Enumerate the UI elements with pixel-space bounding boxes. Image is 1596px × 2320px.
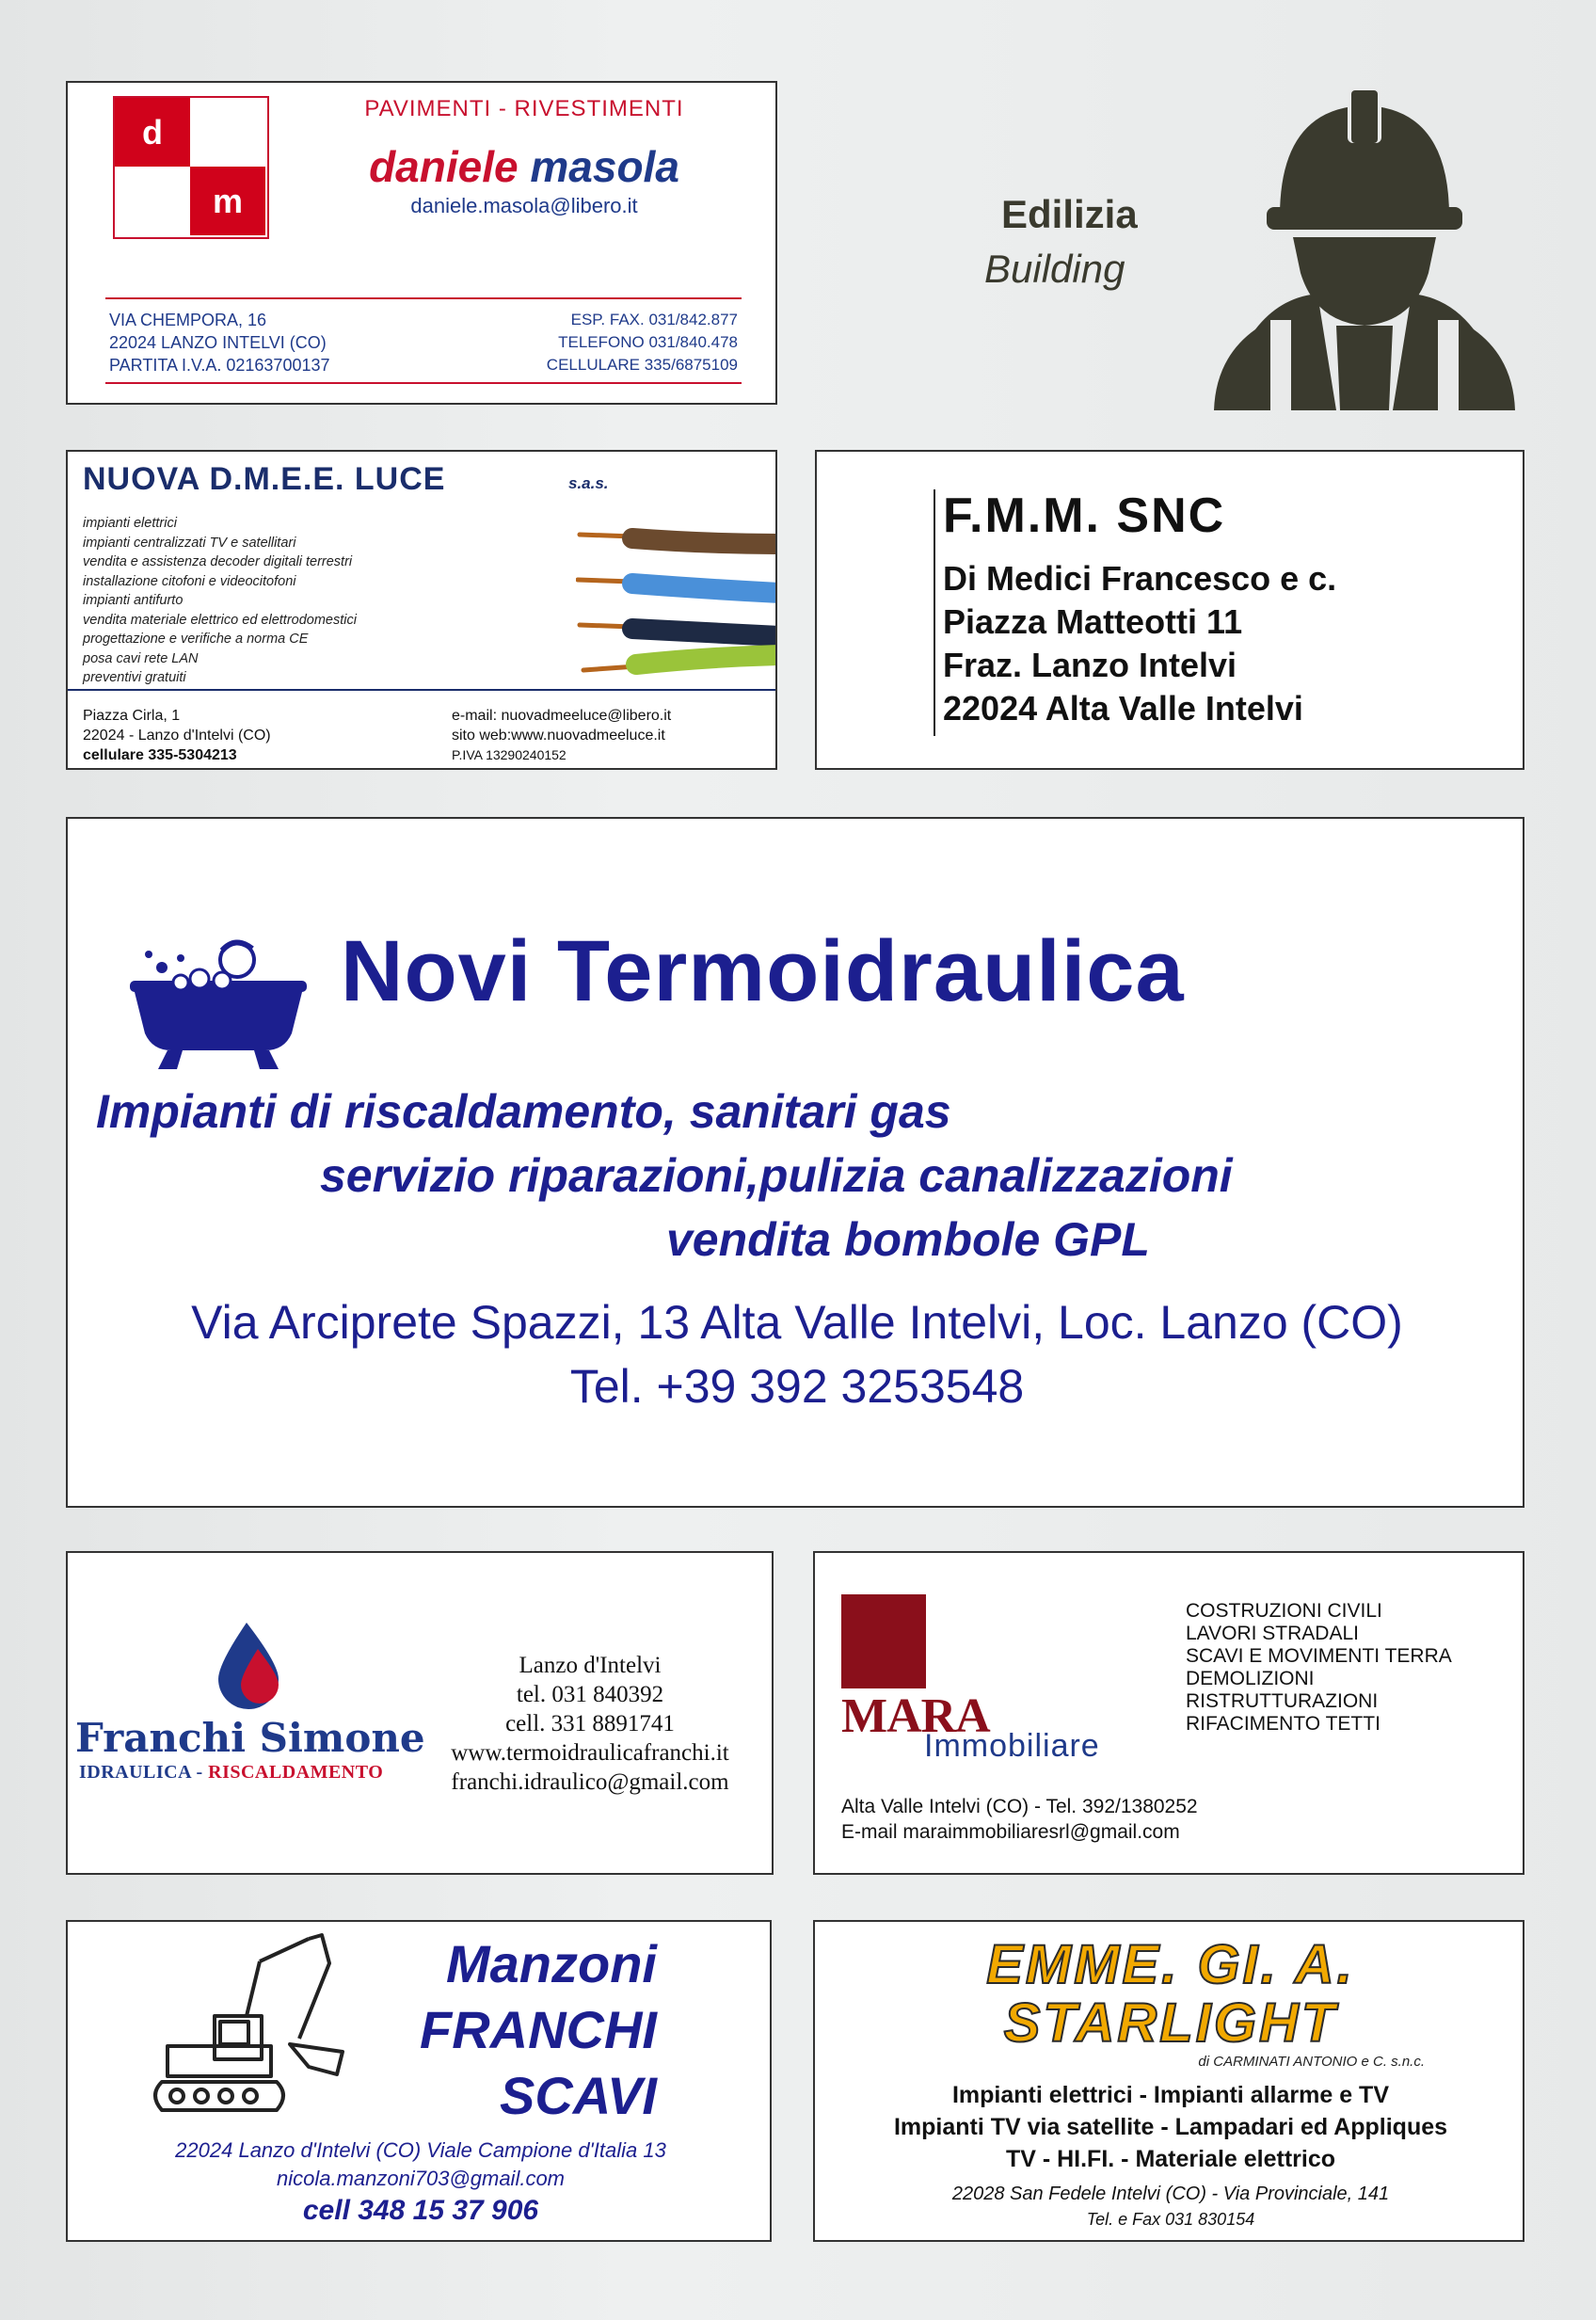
fmm-line: 22024 Alta Valle Intelvi [943, 689, 1303, 728]
mara-subtitle: Immobiliare [924, 1728, 1100, 1764]
masola-divider-top [105, 297, 742, 299]
dm-logo [113, 96, 269, 239]
franchi-contacts: Lanzo d'Intelvi tel. 031 840392 cell. 331 8891741 www.termoidraulicafranchi.it franchi.idraulico@gmail.com [451, 1653, 729, 1795]
list-item: impianti elettrici [83, 516, 177, 531]
dmee-divider [68, 689, 777, 691]
dm-logo-m: m [190, 167, 265, 235]
starlight-service: Impianti TV via satellite - Lampadari ed Appliques [893, 2114, 1448, 2140]
dmee-suffix: s.a.s. [568, 474, 609, 492]
ad-emme-gi-a-starlight [813, 1920, 1524, 2242]
manzoni-line-3: SCAVI [500, 2066, 657, 2125]
novi-address: Via Arciprete Spazzi, 13 Alta Valle Intelvi, Loc. Lanzo (CO) [191, 1296, 1403, 1349]
fmm-vertical-rule [934, 489, 935, 736]
list-item: impianti centralizzati TV e satellitari [83, 535, 296, 551]
mara-services [1186, 1600, 1452, 1736]
manzoni-cell: cell 348 15 37 906 [302, 2195, 539, 2226]
edilizia-subtitle: Building [984, 247, 1125, 291]
manzoni-address: 22024 Lanzo d'Intelvi (CO) Viale Campione d'Italia 13 [175, 2138, 666, 2162]
starlight-address: 22028 San Fedele Intelvi (CO) - Via Provinciale, 141 [951, 2184, 1390, 2204]
masola-name: daniele masola [369, 142, 679, 191]
ad-fmm-snc [815, 450, 1524, 770]
masola-phones: ESP. FAX. 031/842.877 TELEFONO 031/840.478 CELLULARE 335/6875109 [546, 311, 738, 374]
list-item: impianti antifurto [83, 593, 184, 608]
dmee-address: Piazza Cirla, 1 22024 - Lanzo d'Intelvi (CO) cellulare 335-5304213 [83, 708, 271, 763]
starlight-logo-line-1: EMME. GI. A. [986, 1934, 1355, 1995]
bathtub-icon [124, 922, 312, 1073]
dm-logo-d: d [115, 98, 190, 167]
manzoni-email: nicola.manzoni703@gmail.com [276, 2167, 566, 2190]
masola-tagline: PAVIMENTI - RIVESTIMENTI [364, 96, 684, 121]
dmee-title: NUOVA D.M.E.E. LUCE [83, 461, 446, 497]
franchi-name: Franchi Simone [75, 1715, 425, 1761]
construction-worker-icon [1195, 75, 1534, 410]
novi-title: Novi Termoidraulica [341, 923, 1185, 1019]
list-item: vendita e assistenza decoder digitali terrestri [83, 554, 353, 569]
fmm-title: F.M.M. SNC [943, 488, 1226, 543]
electric-cables-icon [576, 516, 777, 687]
starlight-owner: di CARMINATI ANTONIO e C. s.n.c. [1198, 2054, 1425, 2070]
dmee-contacts: e-mail: nuovadmeeluce@libero.it sito web:www.nuovadmeeluce.it P.IVA 13290240152 [452, 708, 672, 762]
list-item: RISTRUTTURAZIONI [1186, 1690, 1379, 1712]
masola-address: VIA CHEMPORA, 16 22024 LANZO INTELVI (CO) PARTITA I.V.A. 02163700137 [109, 311, 330, 375]
starlight-logo-line-2: STARLIGHT [1003, 1992, 1338, 2054]
novi-service: vendita bombole GPL [666, 1213, 1150, 1266]
ad-daniele-masola [66, 81, 777, 405]
list-item: preventivi gratuiti [83, 670, 186, 685]
fmm-line: Di Medici Francesco e c. [943, 559, 1337, 598]
mara-contacts: Alta Valle Intelvi (CO) - Tel. 392/1380252 E-mail maraimmobiliaresrl@gmail.com [841, 1796, 1198, 1843]
water-drop-icon [209, 1621, 294, 1711]
starlight-phone: Tel. e Fax 031 830154 [1086, 2210, 1255, 2229]
edilizia-title: Edilizia [1001, 192, 1138, 236]
mara-logo-text: MARA [841, 1689, 990, 1743]
ad-manzoni-franchi-scavi [66, 1920, 772, 2242]
list-item: COSTRUZIONI CIVILI [1186, 1600, 1382, 1622]
list-item: vendita materiale elettrico ed elettrodomestici [83, 612, 357, 628]
excavator-icon [149, 1926, 384, 2123]
ad-mara-immobiliare [813, 1551, 1524, 1875]
franchi-subtitle: IDRAULICA - RISCALDAMENTO [79, 1762, 384, 1783]
list-item: progettazione e verifiche a norma CE [83, 632, 309, 647]
list-item: LAVORI STRADALI [1186, 1623, 1359, 1644]
manzoni-line-2: FRANCHI [420, 2000, 657, 2059]
list-item: installazione citofoni e videocitofoni [83, 573, 296, 589]
manzoni-line-1: Manzoni [446, 1934, 657, 1993]
list-item: RIFACIMENTO TETTI [1186, 1713, 1381, 1735]
novi-service: Impianti di riscaldamento, sanitari gas [96, 1085, 951, 1138]
list-item: posa cavi rete LAN [83, 650, 199, 666]
novi-service: servizio riparazioni,pulizia canalizzazioni [320, 1149, 1233, 1202]
starlight-service: TV - HI.FI. - Materiale elettrico [1005, 2146, 1336, 2172]
mara-logo-block [841, 1594, 926, 1688]
list-item: DEMOLIZIONI [1186, 1668, 1315, 1689]
dmee-services [83, 514, 357, 688]
ad-nuova-dmee-luce [66, 450, 777, 770]
list-item: SCAVI E MOVIMENTI TERRA [1186, 1645, 1452, 1667]
novi-phone: Tel. +39 392 3253548 [569, 1360, 1025, 1413]
starlight-service: Impianti elettrici - Impianti allarme e TV [951, 2082, 1389, 2108]
ad-franchi-simone [66, 1551, 774, 1875]
fmm-line: Fraz. Lanzo Intelvi [943, 646, 1237, 684]
masola-email: daniele.masola@libero.it [410, 194, 638, 217]
fmm-line: Piazza Matteotti 11 [943, 602, 1243, 641]
ad-novi-termoidraulica [66, 817, 1524, 1508]
masola-divider-bottom [105, 382, 742, 384]
